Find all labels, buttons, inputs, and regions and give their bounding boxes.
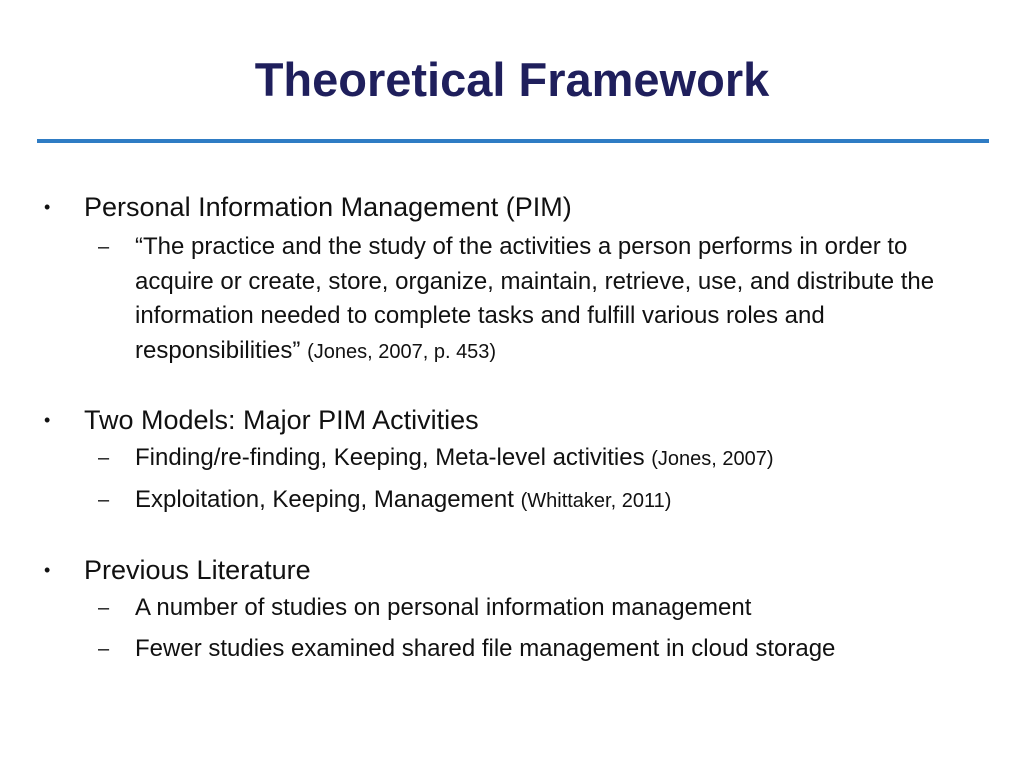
bullet-item [0,553,1024,587]
sub-bullet-item [0,230,1024,369]
bullet-item [0,190,1024,224]
bullet-text: Previous Literature [84,555,311,585]
sub-bullet-item [0,441,1024,477]
dash-icon: – [98,637,110,660]
sub-bullet-text: Exploitation, Keeping, Management [135,485,514,513]
sub-bullet-text: “The practice and the study of the activities a person performs in order to acquire or create, store, organize, maintain, retrieve, use, and distribute the information needed to complete tasks and fulfill various roles and responsibilities” [135,233,935,364]
bullet-icon: • [44,560,51,580]
sub-bullet-text: Fewer studies examined shared file management in cloud storage [135,634,836,662]
dash-icon: – [98,597,110,619]
bullet-group-pim [0,190,1024,369]
title-divider [37,139,989,143]
citation: (Jones, 2007, p. 453) [307,340,497,363]
bullet-icon: • [44,410,51,430]
sub-bullet-item [0,632,1024,667]
bullet-text: Two Models: Major PIM Activities [84,405,479,435]
citation: (Jones, 2007) [651,448,774,470]
sub-bullet-text: Finding/re-finding, Keeping, Meta-level activities [135,444,645,471]
sub-bullet-item [0,483,1024,519]
dash-icon: – [98,447,110,469]
slide-content [0,190,1024,666]
citation: (Whittaker, 2011) [520,489,672,512]
bullet-group-models [0,403,1024,518]
dash-icon: – [98,488,110,511]
bullet-text: Personal Information Management (PIM) [84,192,572,222]
bullet-item [0,403,1024,437]
sub-bullet-item [0,591,1024,626]
dash-icon: – [98,236,110,258]
bullet-group-literature [0,553,1024,666]
slide-title: Theoretical Framework [254,53,770,106]
bullet-icon: • [44,197,51,217]
sub-bullet-text: A number of studies on personal information management [135,594,752,621]
